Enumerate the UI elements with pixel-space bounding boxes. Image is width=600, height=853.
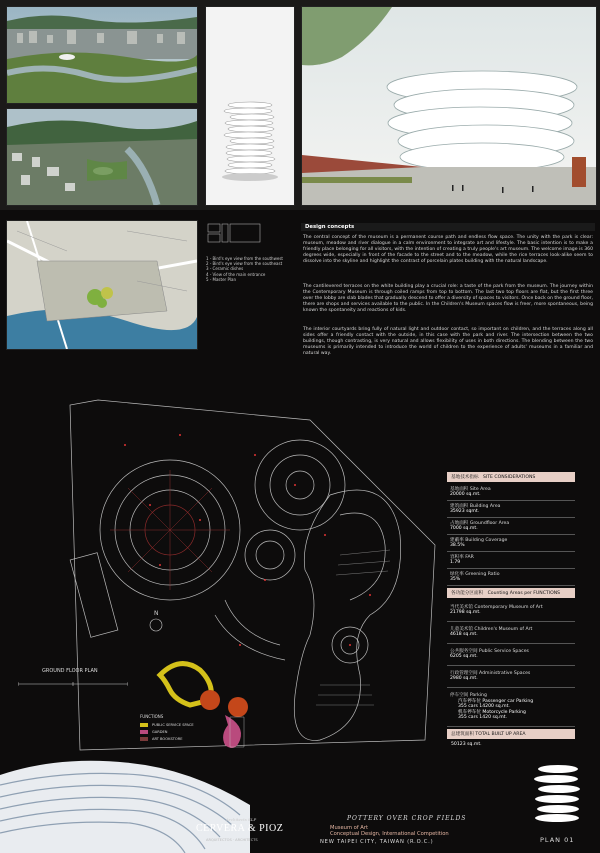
stat-row: 建筑面积 Building Area 35923 sqmt. <box>447 501 575 518</box>
function-row: 公共服务空间 Public Service Spaces 6205 sq.mt. <box>447 644 575 666</box>
swatch <box>140 730 148 734</box>
parking-row: 停车空间 Parking 汽车停车位 Passenger car Parking 355 cars 14200 sq.mt. 机车停车位 Motorcycle Parking 355 cars 1420 sq.mt. <box>447 688 575 727</box>
competition: Conceptual Design, International Competition <box>330 831 449 837</box>
aerial-photo-1 <box>6 6 198 104</box>
legend-item: 2 - Bird's eye view from the southeast <box>206 261 283 267</box>
stat-row: 建蔽率 Building Coverage 38.5% <box>447 535 575 552</box>
functions-key <box>140 713 194 743</box>
total-value: 50123 sq.mt. <box>451 742 482 747</box>
legend-diagram <box>206 222 266 252</box>
design-paragraph-3: The interior courtyards bring fully of natural light and outdoor contact, so important on children, and the terraces along all sides offer a friendly contact with the outside, in this case with the park and river. The intersection between the two buildings, though contrasting, is very natural and allows flexibility of uses in both directions. The blending between the two museums is primarily intended to introduce the world of children to the experience of adults' museums in a familiar and natural way. <box>303 327 593 357</box>
stat-row: 容积率 FAR 1.79 <box>447 552 575 569</box>
site-header: 基地技术指标 SITE CONSIDERATIONS <box>447 472 575 482</box>
function-item <box>140 722 194 729</box>
brand-name: CERVERA & PIOZ <box>196 823 284 834</box>
function-row: 行政管理空间 Administrative Spaces 2980 sq.mt. <box>447 666 575 688</box>
plan-number: PLAN 01 <box>540 836 575 844</box>
slogan: POTTERY OVER CROP FIELDS <box>347 815 467 822</box>
legend-item: 3 - Ceramic dishes <box>206 266 244 272</box>
counting-header: 各功能分区面积 Counting Areas per FUNCTIONS <box>447 588 575 598</box>
function-label: PUBLIC SERVICE SPACE <box>152 723 194 727</box>
ceramic-dishes-photo <box>205 6 295 206</box>
function-row: 儿童美术馆 Children's Museum of Art 4618 sq.mt. <box>447 622 575 644</box>
museum-render <box>301 6 597 206</box>
north-arrow-icon <box>150 619 162 631</box>
brand-sub: ARQUITECTOS · ARCHITECTS <box>206 838 258 842</box>
aerial-photo-2 <box>6 108 198 206</box>
scale-bar <box>18 680 128 688</box>
design-concepts-title: Design concepts <box>301 223 595 231</box>
swatch <box>140 737 148 741</box>
stat-row: 占地面积 Groundfloor Area 7000 sq.mt. <box>447 518 575 535</box>
function-label: GARDEN <box>152 730 168 734</box>
legend-item: 4 - View of the main entrance <box>206 271 266 277</box>
north-label: N <box>154 610 159 617</box>
architects-small: Architects SLP <box>226 817 257 822</box>
total-header: 总建筑面积 TOTAL BUILT UP AREA <box>447 729 575 739</box>
image-legend <box>206 222 294 282</box>
design-paragraph-1: The central concept of the museum is a permanent course path and endless flow space. The unity with the park is clear: museum, meadow and river dialogue in a calm environment to integrate art and lifestyle. The basic intention is to make a friendly place belonging for all visitors, with the intention of creating a truly people's art museum. The welcome image is 360 degrees wide, especially in front of the facade to the street and to the meadow, while the rice terraces look-alike seem to dissolve into the skyline and highlight the contrast of porcelain plates building with the natural landscape. <box>303 235 593 265</box>
stat-row: 基地面积 Site Area 20000 sq.mt. <box>447 484 575 501</box>
museum-title: Museum of Art <box>330 825 369 831</box>
stat-row: 绿化率 Greening Ratio 35% <box>447 569 575 586</box>
plates-stack-icon <box>530 763 585 823</box>
legend-item: 1 - Bird's eye view from the southwest <box>206 256 283 261</box>
ground-floor-label: GROUND FLOOR PLAN <box>42 668 98 674</box>
swatch <box>140 723 148 727</box>
site-considerations <box>447 470 575 748</box>
master-plan <box>6 220 198 350</box>
functions-title: FUNCTIONS <box>140 714 164 719</box>
legend-item: 5 - Master Plan <box>206 276 236 282</box>
function-item <box>140 736 194 743</box>
function-row: 当代美术馆 Contemporary Museum of Art 21798 sq.mt. <box>447 600 575 622</box>
function-label: ART BOOKSTORE <box>152 737 183 741</box>
function-item <box>140 729 194 736</box>
terrace-graphic <box>0 745 250 853</box>
design-paragraph-2: The cantilevered terraces on the white building play a crucial role: a taste of the park from the museum. The journey within the Contemporary Museum is through coiled ramps from top to bottom. The last two top floors are flat, but the first three over the lobby are slab blades that gradually descend to offer a diversity of spaces to visitors. Once back on the ground floor, there are shops and services available to the public. In the Children's Museum spaces flow is freer, more spontaneous, being known the spontaneity and reactions of kids. <box>303 284 593 314</box>
city: NEW TAIPEI CITY, TAIWAN (R.O.C.) <box>320 839 434 845</box>
